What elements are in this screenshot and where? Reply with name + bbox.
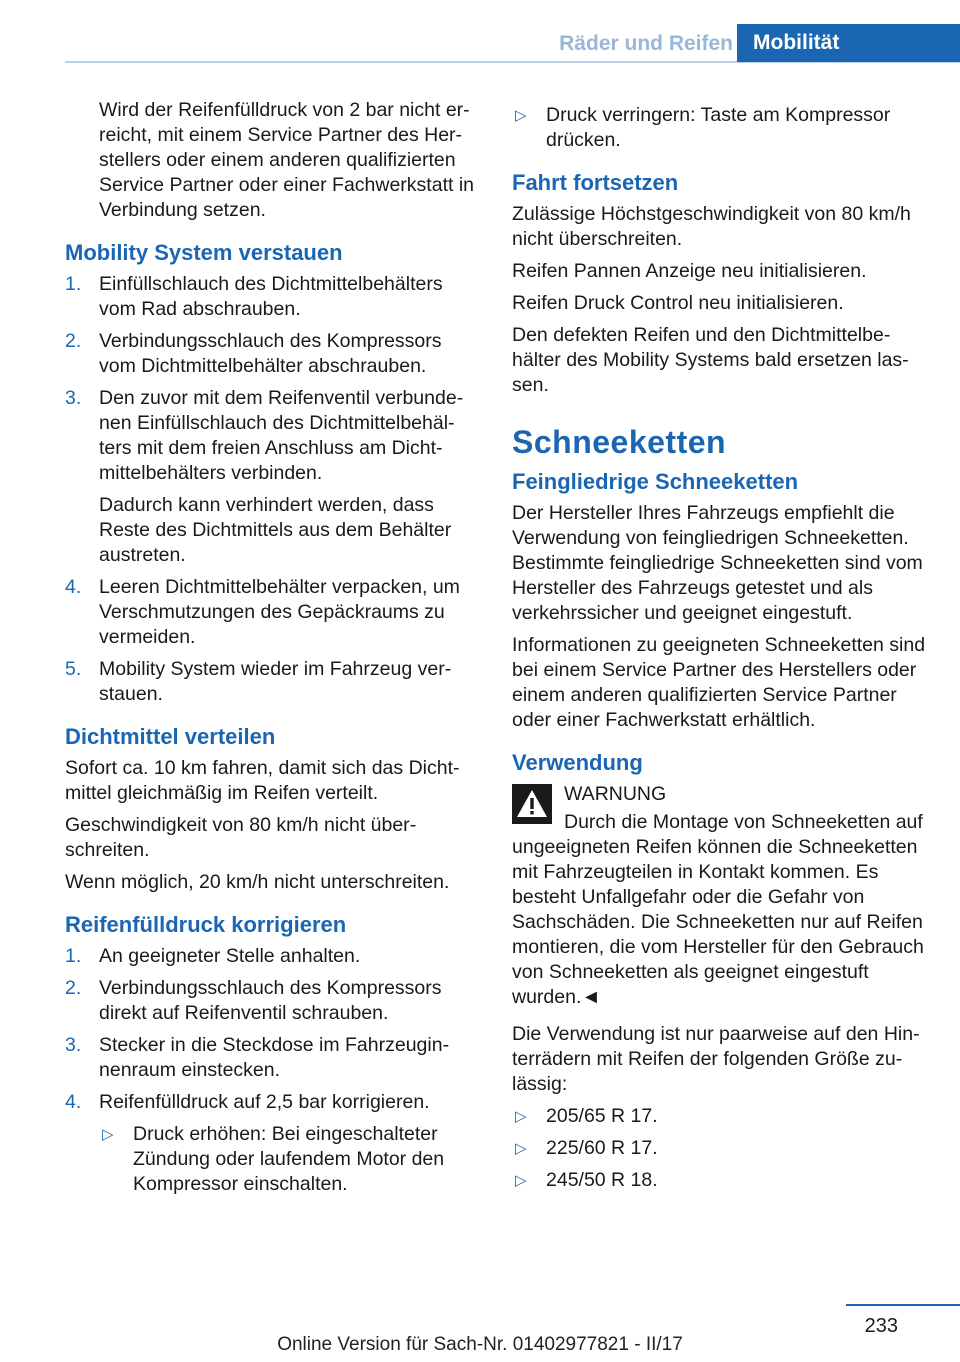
heading-continue: Fahrt fortsetzen [512, 170, 679, 195]
footer-rule [846, 1304, 960, 1306]
paragraph: Informationen zu geeigneten Schneeketten sind bei einem Service Partner des Herstellers oder einem anderen qualifizierten Service Partner oder einer Fachwerkstatt erhältlich. [512, 634, 926, 731]
step-number: 3. [65, 387, 82, 409]
step-number: 4. [65, 576, 82, 598]
step-text: An geeigneter Stelle anhalten. [99, 945, 361, 967]
list-item [65, 976, 477, 1026]
intro-paragraph: Wird der Reifenfülldruck von 2 bar nicht erreicht, mit einem Service Partner des Herstellers oder einem anderen qualifizierten Service Partner oder einer Fachwerkstatt in Verbindung setzen. [99, 99, 474, 221]
step-text: Leeren Dichtmittelbehälter verpacken, um Verschmutzungen des Gepäckraums zu vermeiden. [99, 576, 460, 648]
heading-distribute: Dichtmittel verteilen [65, 724, 276, 749]
list-item [65, 1090, 477, 1197]
section-tab: Räder und Reifen [559, 32, 733, 55]
list-item [65, 329, 477, 379]
warning-text: Durch die Montage von Schneeketten auf ungeeigneten Reifen können die Schneeketten mit Fahrzeugteilen in Kontakt kommen. Es besteht Unfallgefahr oder die Gefahr von Sachschäden. Die Schneeketten nur auf Reifen montieren, die vom Hersteller für den Gebrauch von Schneeketten als geeignet eingestuft wurden.◄ [512, 811, 924, 1008]
triangle-right-icon: ▷ [515, 1140, 527, 1157]
paragraph: Wenn möglich, 20 km/h nicht unterschreiten. [65, 871, 450, 893]
step-text: Stecker in die Steckdose im Fahrzeuginnenraum einstecken. [99, 1034, 450, 1081]
tire-size: 225/60 R 17. [546, 1137, 658, 1159]
list-item [65, 575, 477, 650]
step-number: 2. [65, 330, 82, 352]
chapter-title-snow-chains: Schneeketten [512, 424, 727, 460]
stow-steps [65, 272, 477, 707]
chapter-tab: Mobilität [737, 24, 960, 62]
paragraph: Sofort ca. 10 km fahren, damit sich das Dichtmittel gleichmäßig im Reifen verteilt. [65, 757, 460, 804]
triangle-right-icon: ▷ [102, 1126, 114, 1143]
step-text: Mobility System wieder im Fahrzeug verstauen. [99, 658, 452, 705]
step-text: Verbindungsschlauch des Kompressors direkt auf Reifenventil schrauben. [99, 977, 442, 1024]
triangle-right-icon: ▷ [515, 1172, 527, 1189]
warning-triangle-icon [512, 784, 552, 824]
list-item [65, 1033, 477, 1083]
step-text: Den zuvor mit dem Reifenventil verbundenen Einfüllschlauch des Dichtmittelbehälters mit dem freien Anschluss am Dichtmittelbehälters verbinden. [99, 387, 464, 484]
step-text: Einfüllschlauch des Dichtmittelbehälters vom Rad abschrauben. [99, 273, 443, 320]
warning-title: WARNUNG [564, 783, 667, 805]
paragraph: Den defekten Reifen und den Dichtmittelbehälter des Mobility Systems bald ersetzen lassen. [512, 324, 909, 396]
triangle-right-icon: ▷ [515, 1108, 527, 1125]
page-number: 233 [864, 1315, 898, 1337]
right-column [512, 103, 926, 1200]
heading-stow: Mobility System verstauen [65, 240, 343, 265]
list-item [65, 657, 477, 707]
paragraph: Reifen Pannen Anzeige neu initialisieren. [512, 260, 867, 282]
paragraph: Zulässige Höchstgeschwindigkeit von 80 km/h nicht überschreiten. [512, 203, 911, 250]
footer-online-version: Online Version für Sach-Nr. 01402977821 - II/17 [277, 1334, 683, 1355]
list-item [512, 103, 926, 153]
list-item [65, 944, 477, 969]
list-item [512, 1104, 926, 1129]
step-number: 3. [65, 1034, 82, 1056]
list-item [65, 386, 477, 568]
correct-steps [65, 944, 477, 1197]
heading-usage: Verwendung [512, 750, 643, 775]
step-number: 1. [65, 273, 82, 295]
step-text: Verbindungsschlauch des Kompressors vom Dichtmittelbehälter abschrauben. [99, 330, 442, 377]
bullet-text: Druck verringern: Taste am Kompressor drücken. [546, 104, 891, 151]
paragraph: Geschwindigkeit von 80 km/h nicht überschreiten. [65, 814, 417, 861]
paragraph: Der Hersteller Ihres Fahrzeugs empfiehlt die Verwendung von feingliedrigen Schneeketten. Bestimmte feingliedrige Schneeketten sind vom Hersteller des Fahrzeugs getestet und als verkehrssicher und geeignet eingestuft. [512, 502, 923, 624]
step-number: 2. [65, 977, 82, 999]
paragraph: Die Verwendung ist nur paarweise auf den Hinterrädern mit Reifen der folgenden Größe zulässig: [512, 1023, 920, 1095]
top-bullets [512, 103, 926, 153]
step-text: Reifenfülldruck auf 2,5 bar korrigieren. [99, 1091, 430, 1113]
list-item [512, 1168, 926, 1193]
list-item [65, 272, 477, 322]
tire-size: 205/65 R 17. [546, 1105, 658, 1127]
triangle-right-icon: ▷ [515, 107, 527, 124]
step-number: 1. [65, 945, 82, 967]
step-number: 4. [65, 1091, 82, 1113]
list-item [99, 1122, 477, 1197]
sub-bullets [99, 1122, 477, 1197]
tire-size: 245/50 R 18. [546, 1169, 658, 1191]
left-column [65, 98, 477, 1204]
list-item [512, 1136, 926, 1161]
step-note: Dadurch kann verhindert werden, dass Reste des Dichtmittels aus dem Behälter austreten. [99, 494, 452, 566]
heading-fine-chains: Feingliedrige Schneeketten [512, 469, 799, 494]
bullet-text: Druck erhöhen: Bei eingeschalteter Zündung oder laufendem Motor den Kompressor einschalten. [133, 1123, 445, 1195]
heading-correct-pressure: Reifenfülldruck korrigieren [65, 912, 347, 937]
warning-box [512, 782, 926, 832]
step-number: 5. [65, 658, 82, 680]
tire-sizes [512, 1104, 926, 1193]
paragraph: Reifen Druck Control neu initialisieren. [512, 292, 844, 314]
